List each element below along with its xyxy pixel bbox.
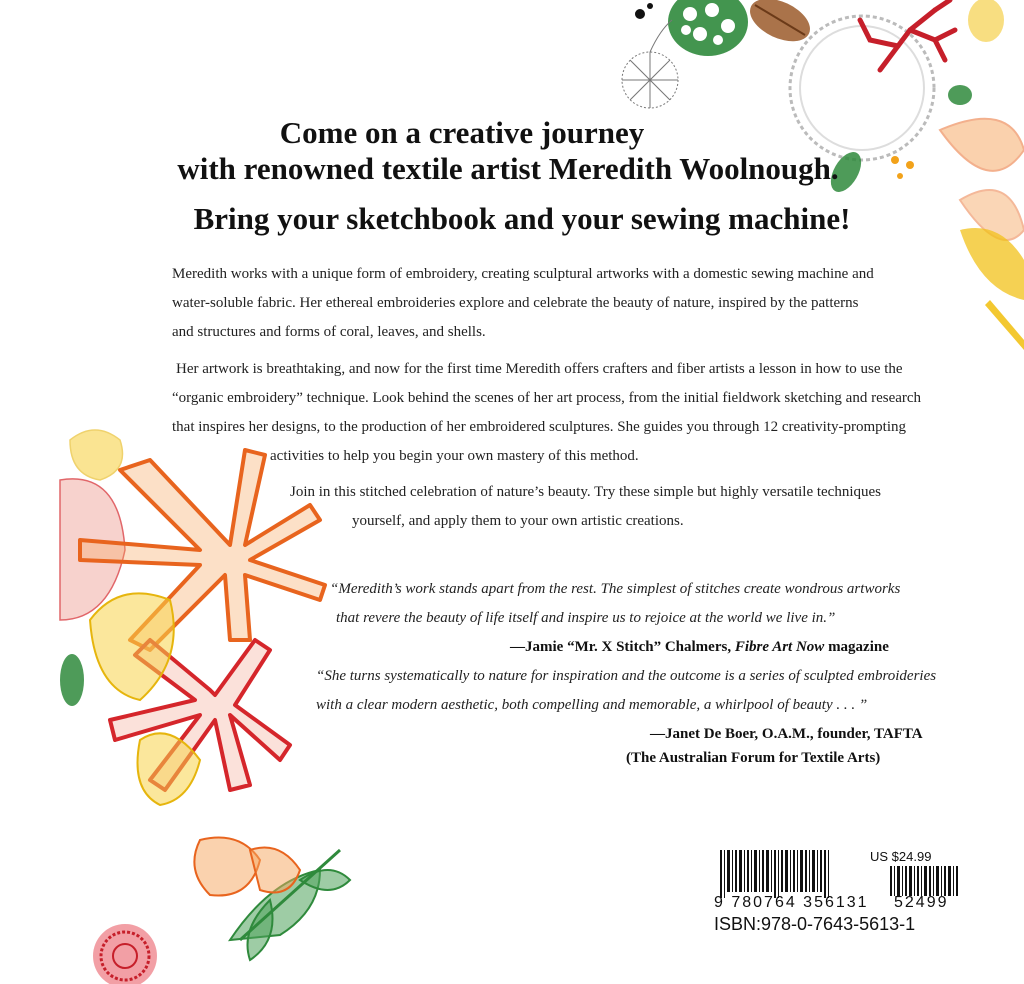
green-lotus-pod	[668, 0, 748, 56]
body-paragraph-2-line-4: activities to help you begin your own mastery of this method.	[270, 448, 639, 464]
quote-1-line-2: that revere the beauty of life itself and inspire us to rejoice at the world we live in.”	[336, 610, 836, 626]
black-flower	[635, 9, 645, 19]
headline-line-3: Bring your sketchbook and your sewing machine!	[193, 201, 851, 236]
yellow-flower-top-left	[70, 430, 123, 480]
green-leaf-left	[60, 654, 84, 706]
quote-2-line-2: with a clear modern aesthetic, both compelling and memorable, a whirlpool of beauty . . . ”	[316, 697, 868, 713]
body-paragraph-3-line-1: Join in this stitched celebration of nature’s beauty. Try these simple but highly versatile techniques	[290, 484, 881, 500]
quote-1-attribution-suffix: magazine	[824, 639, 889, 655]
yellow-ginkgo-right	[960, 228, 1024, 350]
price-label: US $24.99	[870, 849, 932, 864]
green-bud	[948, 85, 972, 105]
body-paragraph-3-line-2: yourself, and apply them to your own artistic creations.	[352, 513, 684, 529]
headline-line-1: Come on a creative journey	[279, 115, 645, 150]
barcode-digits: 9 780764 356131	[714, 894, 869, 911]
quote-2-attribution-line-1: —Janet De Boer, O.A.M., founder, TAFTA	[650, 726, 923, 742]
gray-dandelion	[622, 20, 678, 108]
orange-ginkgo-bottom	[194, 838, 300, 896]
body-paragraph-1-line-3: and structures and forms of coral, leaves, and shells.	[172, 324, 486, 340]
quote-2-attribution-line-2: (The Australian Forum for Textile Arts)	[626, 750, 881, 766]
left-embroidery-cluster	[60, 430, 350, 984]
black-flower-small	[647, 3, 653, 9]
quote-2-line-1: “She turns systematically to nature for inspiration and the outcome is a series of sculpted embroideries	[316, 668, 937, 684]
body-paragraph-2-line-1: Her artwork is breathtaking, and now for the first time Meredith offers crafters and fiber artists a lesson in how to use the	[176, 361, 903, 377]
barcode-block	[712, 848, 980, 938]
red-coral	[860, 0, 955, 70]
body-paragraph-2-line-3: that inspires her designs, to the production of her embroidered sculptures. She guides you through 12 creativity-prompting	[172, 419, 907, 435]
yellow-blob	[968, 0, 1004, 42]
body-paragraph-2-line-2: “organic embroidery” technique. Look behind the scenes of her art process, from the initial fieldwork sketching and research	[172, 390, 922, 406]
isbn-label: ISBN:978-0-7643-5613-1	[714, 914, 916, 934]
quote-1-attribution-name: —Jamie “Mr. X Stitch” Chalmers,	[510, 639, 735, 655]
quote-1-attribution	[510, 633, 889, 662]
red-coral-bottom	[93, 924, 157, 984]
headline-line-2: with renowned textile artist Meredith Woolnough.	[177, 151, 839, 186]
quote-1-publication: Fibre Art Now	[734, 639, 825, 655]
barcode-addon-digits: 52499	[894, 894, 949, 911]
body-paragraph-1-line-1: Meredith works with a unique form of embroidery, creating sculptural artworks with a domestic sewing machine and	[172, 266, 874, 282]
body-paragraph-1-line-2: water-soluble fabric. Her ethereal embroideries explore and celebrate the beauty of nature, inspired by the patterns	[172, 295, 859, 311]
yellow-ginkgo-left	[90, 593, 200, 805]
quote-1-line-1: “Meredith’s work stands apart from the rest. The simplest of stitches create wondrous artworks	[330, 581, 901, 597]
